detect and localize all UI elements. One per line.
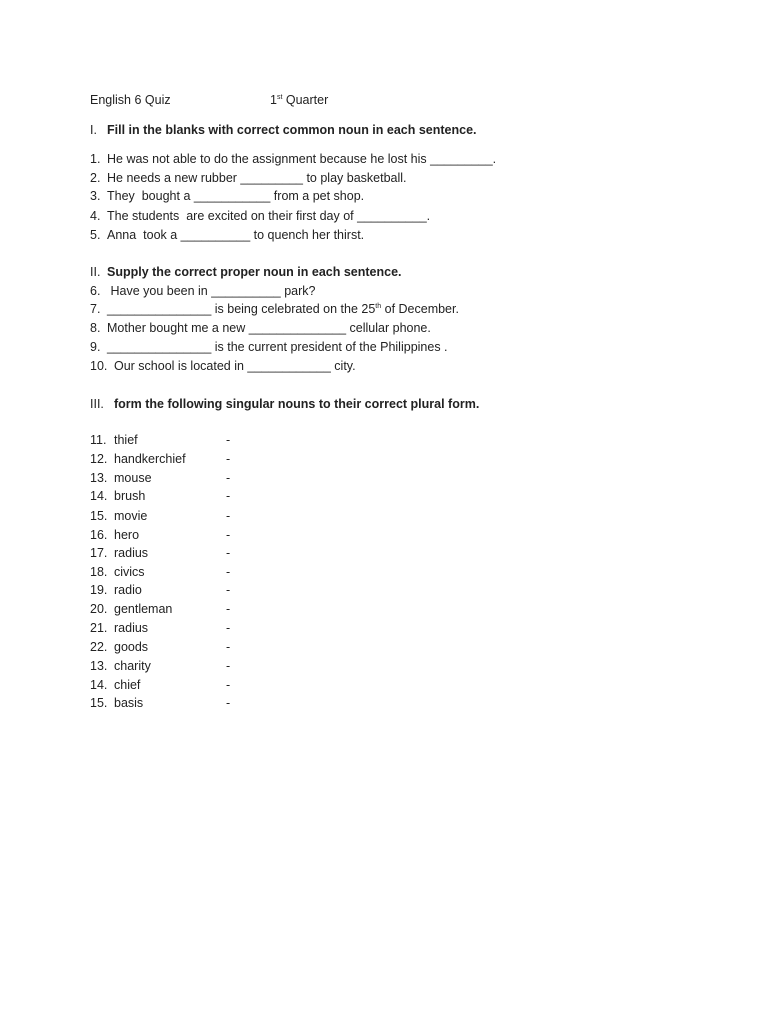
plural-item: 11. thief - bbox=[90, 433, 231, 447]
plural-item: 22. goods - bbox=[90, 640, 231, 654]
plural-item: 16. hero - bbox=[90, 528, 231, 542]
question-item: 7. _______________ is being celebrated on the 25th of December. bbox=[90, 302, 459, 316]
question-item: 5. Anna took a __________ to quench her thirst. bbox=[90, 228, 365, 242]
section-number: III. bbox=[90, 397, 104, 411]
question-item: 6. Have you been in __________ park? bbox=[90, 284, 316, 298]
section-2-heading bbox=[90, 265, 402, 279]
plural-item: 12. handkerchief - bbox=[90, 452, 231, 466]
plural-item: 14. chief - bbox=[90, 678, 231, 692]
quiz-header bbox=[90, 93, 329, 107]
question-item: 8. Mother bought me a new ______________ cellular phone. bbox=[90, 321, 431, 335]
section-3-heading bbox=[90, 397, 479, 411]
question-item: 10. Our school is located in ____________ city. bbox=[90, 359, 356, 373]
quiz-title: English 6 Quiz bbox=[90, 93, 171, 107]
section-1-heading bbox=[90, 123, 477, 137]
plural-item: 13. mouse - bbox=[90, 471, 231, 485]
plural-item: 13. charity - bbox=[90, 659, 231, 673]
plural-item: 14. brush - bbox=[90, 489, 231, 503]
plural-item: 15. movie - bbox=[90, 509, 231, 523]
plural-item: 21. radius - bbox=[90, 621, 231, 635]
question-item: 4. The students are excited on their first day of __________. bbox=[90, 209, 431, 223]
question-item: 1. He was not able to do the assignment because he lost his _________. bbox=[90, 152, 497, 166]
section-number: I. bbox=[90, 123, 97, 137]
question-item: 2. He needs a new rubber _________ to play basketball. bbox=[90, 171, 407, 185]
plural-item: 18. civics - bbox=[90, 565, 231, 579]
section-number: II. bbox=[90, 265, 101, 279]
section-instruction: form the following singular nouns to their correct plural form. bbox=[114, 397, 480, 411]
plural-item: 15. basis - bbox=[90, 696, 231, 710]
plural-item: 17. radius - bbox=[90, 546, 231, 560]
question-item: 9. _______________ is the current president of the Philippines . bbox=[90, 340, 448, 354]
plural-item: 19. radio - bbox=[90, 583, 231, 597]
section-instruction: Supply the correct proper noun in each sentence. bbox=[107, 265, 402, 279]
question-item: 3. They bought a ___________ from a pet shop. bbox=[90, 189, 365, 203]
section-instruction: Fill in the blanks with correct common noun in each sentence. bbox=[107, 123, 477, 137]
plural-item: 20. gentleman - bbox=[90, 602, 231, 616]
quarter-label: 1st Quarter bbox=[270, 93, 329, 107]
